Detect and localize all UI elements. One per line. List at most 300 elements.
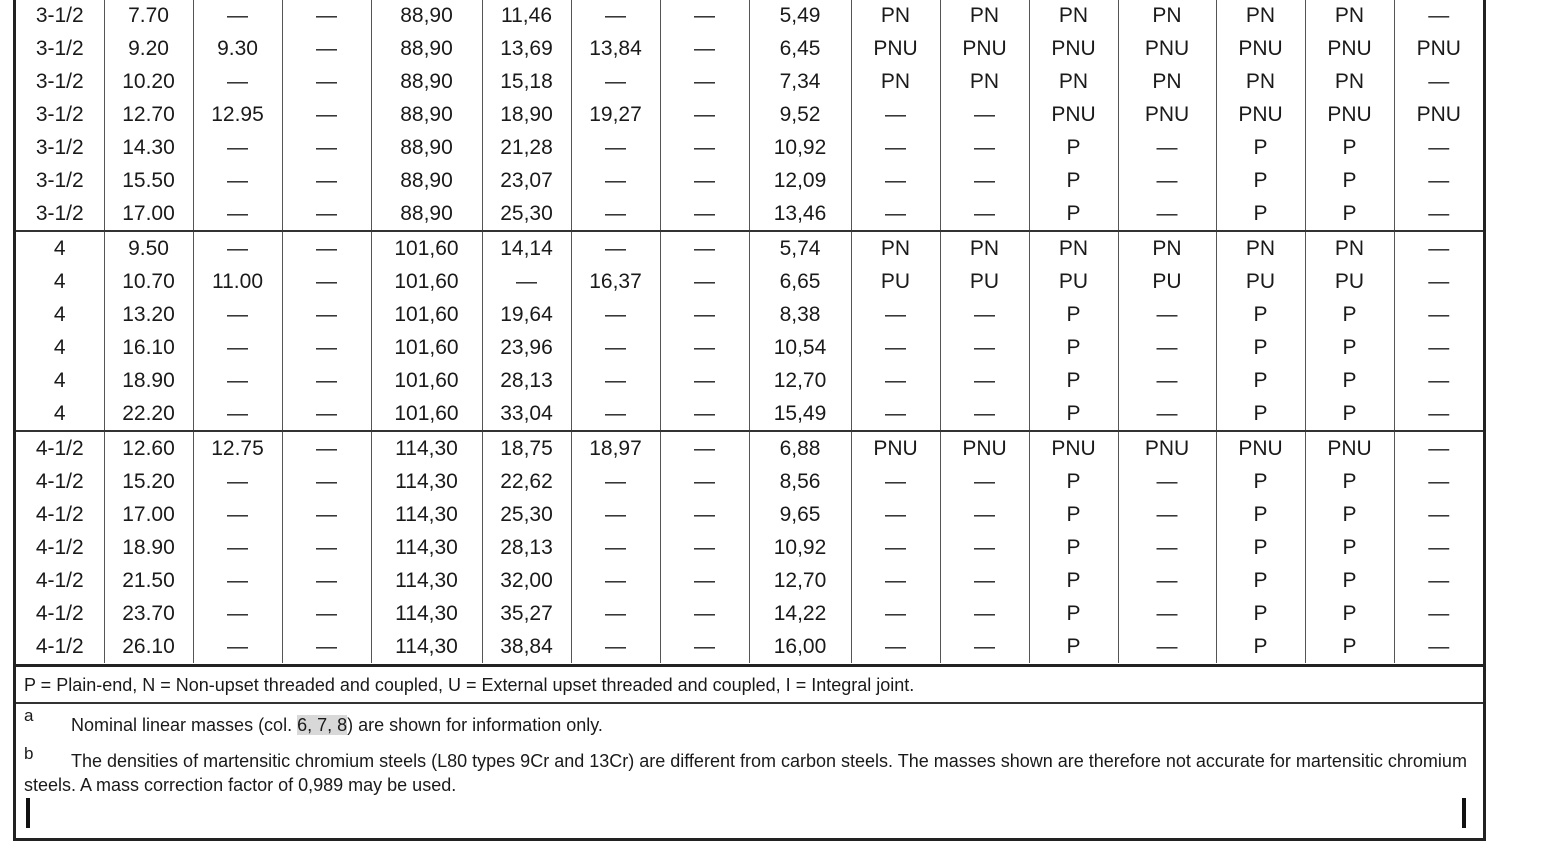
table-cell-col4: — [282,32,371,65]
table-cell-col7: — [571,131,660,164]
table-cell-col3: — [193,197,282,231]
table-cell-col9: 6,65 [749,265,851,298]
table-cell-col12: P [1029,397,1118,431]
table-cell-col4: — [282,465,371,498]
table-cell-col8: — [660,265,749,298]
table-cell-col7: 13,84 [571,32,660,65]
table-cell-col3: — [193,164,282,197]
table-cell-col5: 114,30 [371,630,482,663]
table-row [16,564,1483,597]
table-row [16,98,1483,131]
table-cell-col14: P [1216,531,1305,564]
table-cell-col7: — [571,630,660,663]
table-cell-col11: — [940,98,1029,131]
table-cell-col6: 23,96 [482,331,571,364]
table-cell-col5: 88,90 [371,32,482,65]
table-cell-col4: — [282,298,371,331]
table-cell-col13: — [1118,331,1216,364]
table-cell-col5: 114,30 [371,431,482,465]
table-cell-col4: — [282,265,371,298]
table-cell-col8: — [660,298,749,331]
table-cell-col16: — [1394,364,1483,397]
table-cell-col9: 12,70 [749,564,851,597]
table-cell-col9: 6,45 [749,32,851,65]
table-cell-col11: — [940,531,1029,564]
table-frame [13,0,1486,841]
table-cell-col10: PU [851,265,940,298]
table-cell-col13: — [1118,397,1216,431]
table-row [16,597,1483,630]
footnote-a [16,704,1483,742]
table-cell-col8: — [660,597,749,630]
table-cell-col2: 17.00 [104,197,193,231]
table-cell-col11: PN [940,231,1029,265]
table-cell-col4: — [282,498,371,531]
table-row [16,431,1483,465]
table-cell-col16: — [1394,564,1483,597]
table-row [16,231,1483,265]
table-row [16,265,1483,298]
table-cell-col11: — [940,498,1029,531]
table-cell-col7: — [571,0,660,32]
table-cell-col5: 101,60 [371,231,482,265]
table-cell-col15: P [1305,197,1394,231]
table-cell-col13: — [1118,531,1216,564]
table-cell-col12: P [1029,531,1118,564]
table-cell-col6: — [482,265,571,298]
table-cell-col3: — [193,0,282,32]
table-cell-col2: 21.50 [104,564,193,597]
table-cell-col16: PNU [1394,32,1483,65]
table-cell-col3: 11.00 [193,265,282,298]
table-cell-col2: 26.10 [104,630,193,663]
table-cell-col14: PNU [1216,98,1305,131]
table-cell-col7: — [571,164,660,197]
table-cell-col16: — [1394,231,1483,265]
table-cell-col8: — [660,65,749,98]
table-cell-col7: — [571,531,660,564]
table-cell-col2: 9.50 [104,231,193,265]
table-row [16,498,1483,531]
table-cell-col3: — [193,564,282,597]
table-cell-col11: — [940,197,1029,231]
table-cell-col14: P [1216,630,1305,663]
table-cell-col11: PNU [940,32,1029,65]
table-cell-col6: 21,28 [482,131,571,164]
table-cell-col8: — [660,32,749,65]
table-cell-col11: — [940,597,1029,630]
table-cell-col14: P [1216,364,1305,397]
table-cell-col12: P [1029,164,1118,197]
table-cell-col12: PU [1029,265,1118,298]
table-cell-col8: — [660,364,749,397]
table-cell-col3: — [193,465,282,498]
table-cell-col8: — [660,397,749,431]
table-cell-col13: — [1118,298,1216,331]
table-cell-col15: P [1305,131,1394,164]
table-cell-col2: 7.70 [104,0,193,32]
table-cell-col6: 13,69 [482,32,571,65]
table-cell-col5: 114,30 [371,498,482,531]
legend-row [16,664,1483,704]
table-cell-col7: — [571,397,660,431]
table-cell-col7: — [571,364,660,397]
table-cell-col8: — [660,498,749,531]
table-cell-col14: P [1216,498,1305,531]
table-cell-col15: P [1305,397,1394,431]
table-cell-col5: 114,30 [371,465,482,498]
table-cell-col11: — [940,564,1029,597]
table-cell-col6: 35,27 [482,597,571,630]
legend-text: P = Plain-end, N = Non-upset threaded and coupled, U = External upset threaded and coupled, I = Integral joint. [24,675,915,695]
table-cell-col9: 12,09 [749,164,851,197]
table-cell-col13: — [1118,131,1216,164]
table-row [16,397,1483,431]
table-cell-col14: P [1216,298,1305,331]
table-cell-col3: — [193,597,282,630]
table-cell-col4: — [282,364,371,397]
table-cell-col6: 23,07 [482,164,571,197]
table-cell-col12: P [1029,498,1118,531]
table-cell-col14: P [1216,465,1305,498]
table-cell-col13: PU [1118,265,1216,298]
table-cell-col3: — [193,498,282,531]
table-cell-col4: — [282,164,371,197]
table-cell-col15: P [1305,531,1394,564]
table-cell-col15: P [1305,465,1394,498]
table-cell-col2: 9.20 [104,32,193,65]
table-cell-col13: PN [1118,65,1216,98]
table-cell-col9: 10,54 [749,331,851,364]
table-row [16,197,1483,231]
table-cell-col6: 25,30 [482,498,571,531]
table-cell-col10: — [851,630,940,663]
table-cell-col14: PNU [1216,32,1305,65]
table-cell-col2: 10.70 [104,265,193,298]
table-cell-col9: 5,49 [749,0,851,32]
table-cell-col8: — [660,431,749,465]
table-cell-col2: 10.20 [104,65,193,98]
table-cell-col1: 4-1/2 [35,502,84,526]
table-cell-col11: — [940,465,1029,498]
table-row [16,331,1483,364]
table-cell-col2: 18.90 [104,531,193,564]
table-cell-col2: 12.60 [104,431,193,465]
table-cell-col6: 28,13 [482,364,571,397]
table-cell-col16: — [1394,0,1483,32]
table-cell-col10: PN [851,65,940,98]
table-cell-col16: — [1394,397,1483,431]
table-cell-col14: P [1216,197,1305,231]
table-cell-col2: 12.70 [104,98,193,131]
table-cell-col15: P [1305,298,1394,331]
table-cell-col1: 4 [53,401,66,425]
table-cell-col4: — [282,431,371,465]
table-cell-col8: — [660,465,749,498]
table-cell-col4: — [282,331,371,364]
table-cell-col14: P [1216,397,1305,431]
table-cell-col14: PNU [1216,431,1305,465]
table-cell-col16: — [1394,298,1483,331]
table-cell-col4: — [282,65,371,98]
table-row [16,364,1483,397]
table-cell-col13: — [1118,597,1216,630]
table-cell-col2: 14.30 [104,131,193,164]
footnote-a-letter: a [24,706,34,725]
table-cell-col5: 88,90 [371,65,482,98]
table-cell-col12: P [1029,564,1118,597]
table-cell-col12: P [1029,197,1118,231]
table-cell-col15: PNU [1305,98,1394,131]
table-row [16,630,1483,663]
table-cell-col16: — [1394,531,1483,564]
table-cell-col5: 88,90 [371,98,482,131]
table-cell-col5: 88,90 [371,197,482,231]
table-cell-col9: 9,52 [749,98,851,131]
table-row [16,298,1483,331]
table-cell-col16: — [1394,597,1483,630]
table-cell-col1: 3-1/2 [35,168,84,192]
table-row [16,65,1483,98]
table-cell-col9: 5,74 [749,231,851,265]
table-cell-col3: 12.75 [193,431,282,465]
footnote-a-text-after: ) are shown for information only. [347,715,603,735]
table-cell-col11: PU [940,265,1029,298]
table-cell-col4: — [282,231,371,265]
table-cell-col5: 88,90 [371,0,482,32]
table-cell-col9: 14,22 [749,597,851,630]
table-cell-col15: P [1305,597,1394,630]
table-cell-col12: PN [1029,231,1118,265]
table-cell-col16: — [1394,197,1483,231]
table-cell-col15: P [1305,164,1394,197]
table-cell-col3: — [193,131,282,164]
table-cell-col16: PNU [1394,98,1483,131]
table-cell-col15: P [1305,630,1394,663]
table-cell-col10: PNU [851,32,940,65]
table-cell-col5: 101,60 [371,265,482,298]
pipe-data-table [16,0,1483,663]
table-cell-col1: 3-1/2 [35,69,84,93]
table-cell-col3: 9.30 [193,32,282,65]
table-cell-col12: P [1029,630,1118,663]
table-cell-col1: 3-1/2 [35,135,84,159]
table-cell-col12: P [1029,298,1118,331]
table-row [16,131,1483,164]
table-cell-col1: 4-1/2 [35,568,84,592]
table-cell-col15: PNU [1305,32,1394,65]
table-cell-col3: — [193,331,282,364]
table-cell-col2: 13.20 [104,298,193,331]
table-cell-col12: PN [1029,0,1118,32]
table-cell-col13: PNU [1118,98,1216,131]
table-cell-col3: — [193,397,282,431]
table-cell-col7: 19,27 [571,98,660,131]
table-cell-col2: 15.50 [104,164,193,197]
table-cell-col16: — [1394,65,1483,98]
table-cell-col10: PN [851,0,940,32]
table-cell-col1: 3-1/2 [35,4,84,27]
table-cell-col16: — [1394,630,1483,663]
footnote-b-text: The densities of martensitic chromium steels (L80 types 9Cr and 13Cr) are different from carbon steels. The masses shown are therefore not accurate for martensitic chromium steels. A mass correction factor of 0,989 may be used. [24,751,1467,795]
table-cell-col15: PNU [1305,431,1394,465]
table-cell-col6: 18,90 [482,98,571,131]
table-cell-col13: PNU [1118,32,1216,65]
table-cell-col6: 22,62 [482,465,571,498]
table-cell-col8: — [660,331,749,364]
table-cell-col4: — [282,0,371,32]
table-cell-col10: — [851,597,940,630]
table-cell-col8: — [660,231,749,265]
table-cell-col15: PU [1305,265,1394,298]
table-cell-col10: — [851,465,940,498]
table-cell-col14: PN [1216,0,1305,32]
table-cell-col1: 4 [16,231,104,265]
table-cell-col5: 101,60 [371,331,482,364]
table-cell-col10: — [851,164,940,197]
table-cell-col14: PN [1216,231,1305,265]
table-cell-col14: PN [1216,65,1305,98]
table-cell-col3: — [193,630,282,663]
table-cell-col1: 3-1/2 [35,201,84,225]
table-cell-col11: — [940,164,1029,197]
table-cell-col16: — [1394,131,1483,164]
table-cell-col8: — [660,131,749,164]
footnote-b-letter: b [24,744,34,763]
change-bar-left [26,798,30,828]
table-cell-col7: — [571,498,660,531]
table-cell-col11: — [940,630,1029,663]
table-cell-col1: 4-1/2 [35,469,84,493]
table-cell-col8: — [660,564,749,597]
table-cell-col2: 16.10 [104,331,193,364]
table-cell-col15: P [1305,564,1394,597]
table-cell-col9: 10,92 [749,131,851,164]
table-cell-col12: PN [1029,65,1118,98]
table-cell-col6: 25,30 [482,197,571,231]
table-cell-col7: — [571,597,660,630]
table-cell-col7: — [571,564,660,597]
table-cell-col7: — [571,231,660,265]
table-cell-col14: P [1216,564,1305,597]
table-cell-col6: 38,84 [482,630,571,663]
table-cell-col14: P [1216,131,1305,164]
table-cell-col1: 4 [53,368,66,392]
table-cell-col10: — [851,298,940,331]
table-cell-col13: — [1118,164,1216,197]
table-cell-col12: P [1029,331,1118,364]
footnote-a-highlight: 6, 7, 8 [297,715,348,735]
table-cell-col12: PNU [1029,431,1118,465]
table-cell-col12: P [1029,364,1118,397]
table-cell-col7: — [571,65,660,98]
table-cell-col7: — [571,298,660,331]
table-cell-col6: 19,64 [482,298,571,331]
table-row [16,531,1483,564]
table-cell-col5: 101,60 [371,298,482,331]
table-cell-col6: 33,04 [482,397,571,431]
table-cell-col9: 10,92 [749,531,851,564]
table-cell-col10: PN [851,231,940,265]
table-cell-col10: — [851,531,940,564]
table-cell-col2: 23.70 [104,597,193,630]
table-cell-col4: — [282,531,371,564]
table-cell-col7: — [571,465,660,498]
table-cell-col10: — [851,564,940,597]
table-cell-col8: — [660,630,749,663]
table-cell-col1: 4-1/2 [35,601,84,625]
table-cell-col5: 88,90 [371,164,482,197]
table-cell-col16: — [1394,331,1483,364]
table-cell-col8: — [660,164,749,197]
table-cell-col16: — [1394,465,1483,498]
table-cell-col10: — [851,498,940,531]
table-cell-col11: — [940,131,1029,164]
table-cell-col5: 114,30 [371,564,482,597]
table-cell-col11: PNU [940,431,1029,465]
table-cell-col10: — [851,331,940,364]
table-cell-col12: PNU [1029,98,1118,131]
table-cell-col12: P [1029,131,1118,164]
table-cell-col11: — [940,298,1029,331]
table-cell-col4: — [282,197,371,231]
table-cell-col3: 12.95 [193,98,282,131]
table-cell-col9: 15,49 [749,397,851,431]
table-cell-col14: PU [1216,265,1305,298]
table-cell-col12: PNU [1029,32,1118,65]
table-cell-col2: 22.20 [104,397,193,431]
table-cell-col7: — [571,197,660,231]
table-cell-col3: — [193,231,282,265]
table-cell-col13: PNU [1118,431,1216,465]
table-cell-col11: — [940,331,1029,364]
table-cell-col11: PN [940,65,1029,98]
table-cell-col7: 16,37 [571,265,660,298]
table-cell-col1: 4-1/2 [35,535,84,559]
table-cell-col3: — [193,65,282,98]
table-cell-col13: — [1118,364,1216,397]
table-cell-col16: — [1394,164,1483,197]
table-cell-col15: PN [1305,0,1394,32]
table-cell-col14: P [1216,164,1305,197]
table-cell-col2: 15.20 [104,465,193,498]
table-cell-col1: 4 [53,269,66,293]
table-cell-col6: 18,75 [482,431,571,465]
table-cell-col6: 11,46 [482,0,571,32]
table-cell-col10: — [851,364,940,397]
table-cell-col8: — [660,98,749,131]
table-cell-col15: PN [1305,231,1394,265]
table-cell-col13: — [1118,498,1216,531]
change-bar-right [1462,798,1466,828]
table-cell-col14: P [1216,597,1305,630]
table-cell-col16: — [1394,498,1483,531]
table-cell-col10: — [851,397,940,431]
table-cell-col9: 8,56 [749,465,851,498]
table-row [16,465,1483,498]
table-cell-col15: PN [1305,65,1394,98]
table-cell-col13: PN [1118,231,1216,265]
table-cell-col12: P [1029,465,1118,498]
pipe-table-body [16,0,1483,663]
table-cell-col16: — [1394,265,1483,298]
table-cell-col5: 88,90 [371,131,482,164]
table-cell-col4: — [282,397,371,431]
table-cell-col7: 18,97 [571,431,660,465]
table-cell-col9: 16,00 [749,630,851,663]
table-cell-col11: — [940,397,1029,431]
table-cell-col8: — [660,197,749,231]
